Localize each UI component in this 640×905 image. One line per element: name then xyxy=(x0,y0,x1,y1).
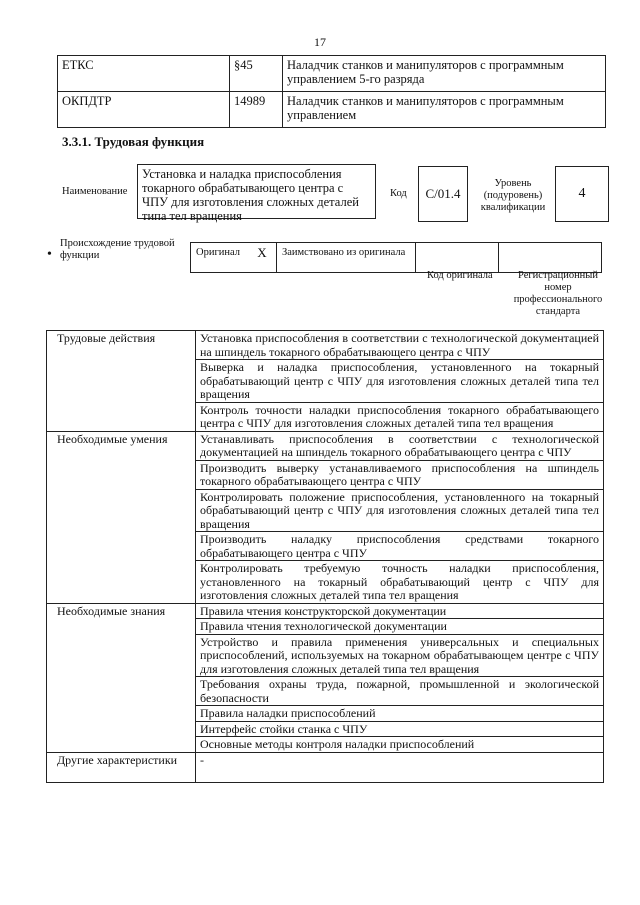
code-description: Наладчик станков и манипуляторов с программным управлением xyxy=(283,92,606,128)
table-row xyxy=(47,752,604,782)
section-title: Другие характеристики xyxy=(47,752,196,782)
original-label: Оригинал xyxy=(191,243,249,273)
code-value: §45 xyxy=(230,56,283,92)
origin-table xyxy=(190,242,602,273)
name-label: Наименование xyxy=(62,186,128,197)
section-title: Необходимые знания xyxy=(47,603,196,752)
list-item: Установка приспособления в соответствии с технологической документацией на шпиндель токарного обрабатывающего центра с ЧПУ xyxy=(196,331,604,360)
table-row xyxy=(191,243,602,273)
table-row xyxy=(47,431,604,460)
page-number: 17 xyxy=(314,35,326,49)
level-label: Уровень (подуровень) квалификации xyxy=(480,178,546,213)
list-item: Контролировать положение приспособления, установленного на токарный обрабатывающий центр с ЧПУ для изготовления сложных деталей типа тел вращения xyxy=(196,489,604,532)
list-item: Требования охраны труда, пожарной, промышленной и экологической безопасности xyxy=(196,677,604,706)
table-row xyxy=(58,56,606,92)
section-title: Трудовые действия xyxy=(47,331,196,432)
list-item: Выверка и наладка приспособления, установленного на токарный обрабатывающий центр с ЧПУ для изготовления сложных деталей типа тел вращения xyxy=(196,360,604,403)
reg-number-cell xyxy=(499,243,602,273)
bullet-mark: • xyxy=(47,247,52,262)
codes-table xyxy=(57,55,606,128)
qualification-level: 4 xyxy=(555,166,609,222)
code-original-cell xyxy=(416,243,499,273)
list-item: Контролировать требуемую точность наладки приспособления, установленного на токарный обрабатывающий центр с ЧПУ для изготовления сложных деталей типа тел вращения xyxy=(196,561,604,604)
list-item: - xyxy=(196,752,604,782)
list-item: Устройство и правила применения универсальных и специальных приспособлений, используемых на токарном обрабатывающем центре с ЧПУ для изготовления сложных деталей типа тел вращения xyxy=(196,634,604,677)
borrowed-label: Заимствовано из оригинала xyxy=(277,243,416,273)
code-label: Код xyxy=(390,188,407,199)
list-item: Интерфейс стойки станка с ЧПУ xyxy=(196,721,604,737)
list-item: Производить наладку приспособления средствами токарного обрабатывающего центра с ЧПУ xyxy=(196,532,604,561)
code-value: 14989 xyxy=(230,92,283,128)
table-row xyxy=(58,92,606,128)
code-description: Наладчик станков и манипуляторов с программным управлением 5-го разряда xyxy=(283,56,606,92)
list-item: Правила наладки приспособлений xyxy=(196,706,604,722)
function-details-table xyxy=(46,330,604,783)
list-item: Устанавливать приспособления в соответствии с технологической документацией на шпиндель токарного обрабатывающего центра с ЧПУ xyxy=(196,431,604,460)
function-code: C/01.4 xyxy=(418,166,468,222)
function-name: Установка и наладка приспособления токарного обрабатывающего центра с ЧПУ для изготовления сложных деталей типа тел вращения xyxy=(137,164,376,219)
origin-label: Происхождение трудовой функции xyxy=(60,238,175,261)
list-item: Основные методы контроля наладки приспособлений xyxy=(196,737,604,753)
section-heading: 3.3.1. Трудовая функция xyxy=(62,134,205,149)
code-original-label: Код оригинала xyxy=(427,270,493,281)
section-title: Необходимые умения xyxy=(47,431,196,603)
code-system-name: ЕТКС xyxy=(58,56,230,92)
table-row xyxy=(47,331,604,360)
list-item: Производить выверку устанавливаемого приспособления на шпиндель токарного обрабатывающего центра с ЧПУ xyxy=(196,460,604,489)
reg-number-label: Регистрационный номер профессионального стандарта xyxy=(513,270,603,317)
list-item: Контроль точности наладки приспособления токарного обрабатывающего центра с ЧПУ для изготовления сложных деталей типа тел вращения xyxy=(196,402,604,431)
list-item: Правила чтения конструкторской документации xyxy=(196,603,604,619)
original-mark: X xyxy=(248,243,277,273)
table-row xyxy=(47,603,604,619)
list-item: Правила чтения технологической документации xyxy=(196,619,604,635)
code-system-name: ОКПДТР xyxy=(58,92,230,128)
